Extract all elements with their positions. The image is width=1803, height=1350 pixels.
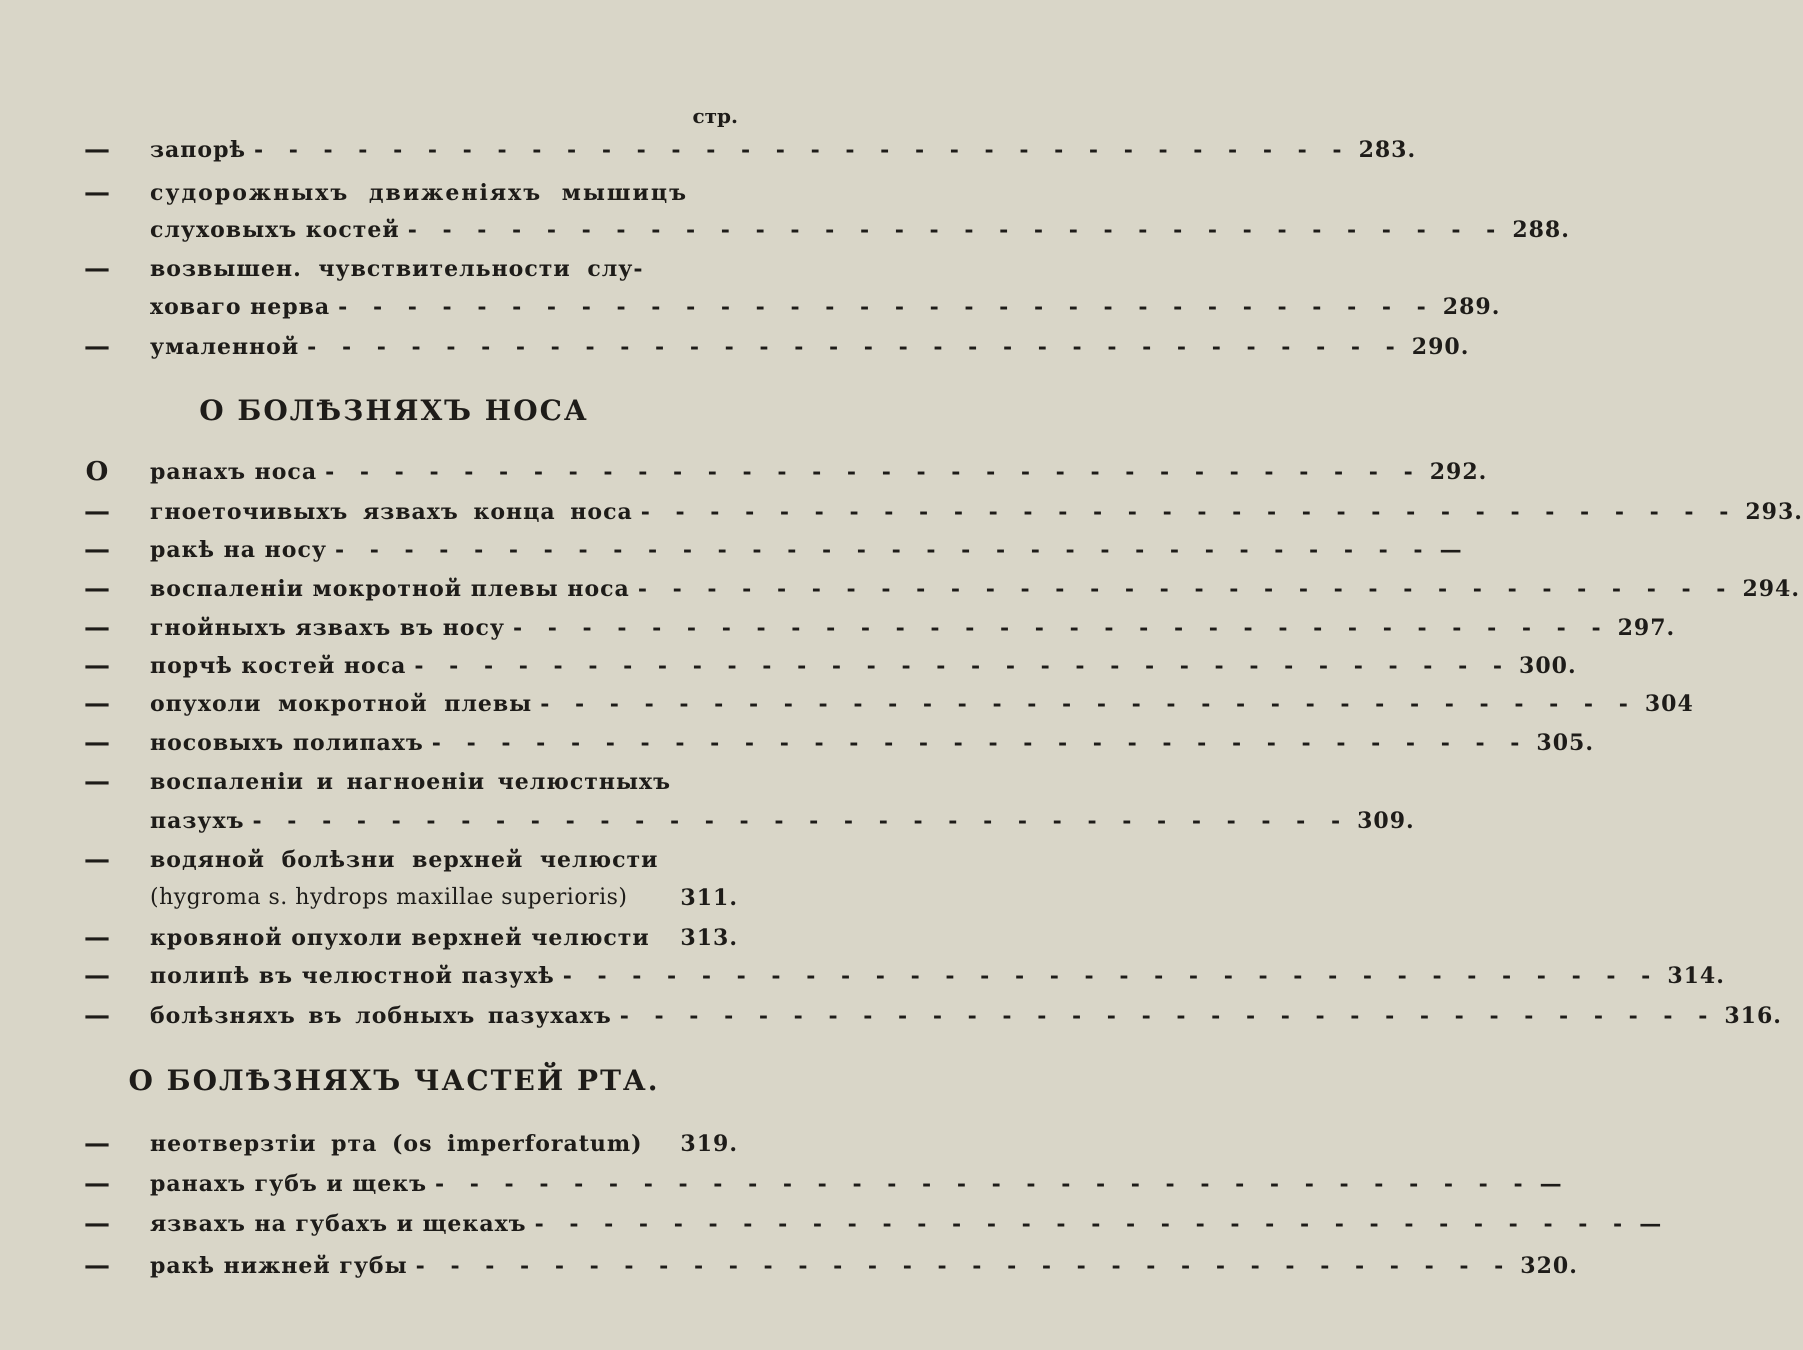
leader-dashes: - - - - - - - - - - - - - - - - - - - - - - - - - - - - - - - - — [512, 615, 1610, 641]
entry-dash: — — [84, 135, 110, 165]
entry-page: 316. — [1724, 1003, 1782, 1029]
entry-dash: — — [84, 254, 110, 284]
entry-page: 305. — [1536, 730, 1595, 756]
entry-dash — [80, 287, 114, 327]
entry-dash: — — [84, 961, 110, 991]
entry-dash: — — [84, 497, 110, 527]
entry-label: гнойныхъ язвахъ въ носу — [150, 615, 505, 641]
leader-dashes: - - - - - - - - - - - - - - - - - - - - - - - - - - - - - - - - — [252, 808, 1350, 834]
leader-dashes: - - - - - - - - - - - - - - - - - - - - - - - - - - - - - - - - — [338, 294, 1435, 320]
index-entry — [0, 723, 1595, 763]
leader-dashes: - - - - - - - - - - - - - - - - - - - - - - - - - - - - - - - - — [562, 963, 1660, 989]
entry-dash: — — [84, 332, 110, 362]
entry-page: 289. — [1442, 294, 1501, 320]
index-entry — [0, 327, 1470, 367]
entry-dash: — — [84, 767, 110, 797]
leader-dashes: - - - - - - - - - - - - - - - - - - - - - - - - - - - - - - - - — [414, 653, 1512, 679]
entry-dash — [80, 210, 114, 250]
entry-label: порчѣ костей носа — [150, 653, 407, 679]
entry-dash: — — [84, 728, 110, 758]
index-entry — [0, 684, 1694, 724]
entry-mark: О — [85, 457, 109, 487]
leader-dashes: - - - - - - - - - - - - - - - - - - - - - - - - - - - - - - - - — [640, 499, 1738, 525]
entry-label: гноеточивыхъ язвахъ конца носа — [150, 499, 633, 525]
entry-label: кровяной опухоли верхней челюсти — [150, 925, 650, 951]
leader-dashes: - - - - - - - - - - - - - - - - - - - - - - - - - - - - - - - - — [253, 137, 1351, 163]
index-entry — [0, 1164, 1563, 1204]
index-entry — [0, 956, 1725, 996]
leader-dashes: - - - - - - - - - - - - - - - - - - - - - - - - - - - - - - - - — [325, 459, 1422, 485]
entry-label: воспаленіи и нагноеніи челюстныхъ — [150, 769, 672, 795]
leader-dashes: - - - - - - - - - - - - - - - - - - - - - - - - - - - - - - - - — [619, 1003, 1717, 1029]
entry-page: 292. — [1429, 459, 1488, 485]
entry-label: неотверзтіи рта (os imperforatum) — [150, 1131, 643, 1157]
entry-label: умаленной — [150, 334, 300, 360]
entry-dash: — — [84, 1251, 110, 1281]
index-entry — [0, 249, 788, 289]
entry-page: 320. — [1520, 1253, 1578, 1279]
entry-dash: — — [84, 651, 110, 681]
entry-label: пазухъ — [150, 808, 245, 834]
leader-dashes: - - - - - - - - - - - - - - - - - - - - - - - - - - - - - - - - — [334, 537, 1432, 563]
index-entry — [0, 492, 1803, 532]
index-entry — [0, 646, 1577, 686]
entry-dash: — — [84, 535, 110, 565]
entry-label: водяной болѣзни верхней челюсти — [150, 847, 659, 873]
index-entry — [0, 1204, 1663, 1244]
entry-page: 311. — [680, 885, 738, 911]
entry-label: слуховыхъ костей — [150, 217, 400, 243]
entry-label: полипѣ въ челюстной пазухѣ — [150, 963, 555, 989]
entry-label: судорожныхъ движеніяхъ мышицъ — [150, 180, 688, 206]
entry-label: болѣзняхъ въ лобныхъ пазухахъ — [150, 1003, 612, 1029]
entry-label: возвышен. чувствительности слу- — [150, 256, 644, 282]
index-entry — [0, 996, 1782, 1036]
leader-dashes: - - - - - - - - - - - - - - - - - - - - - - - - - - - - - - - - — [540, 691, 1637, 717]
entry-page: 293. — [1745, 499, 1803, 525]
entry-label: язвахъ на губахъ и щекахъ — [150, 1211, 527, 1237]
entry-dash: — — [84, 1129, 110, 1159]
entry-label: ховаго нерва — [150, 294, 331, 320]
index-entry — [0, 569, 1801, 609]
entry-dash: — — [84, 923, 110, 953]
entry-dash — [80, 878, 114, 918]
entry-dash: — — [84, 689, 110, 719]
index-entry — [0, 210, 1570, 250]
index-entry — [0, 801, 1415, 841]
index-entry — [0, 452, 1488, 492]
entry-page: 290. — [1411, 334, 1470, 360]
entry-dash: — — [84, 1209, 110, 1239]
entry-page: 283. — [1358, 137, 1417, 163]
entry-dash: — — [84, 178, 110, 208]
index-entry — [0, 530, 1463, 570]
entry-page: — — [1639, 1211, 1663, 1237]
entry-dash: — — [84, 1169, 110, 1199]
section-heading: О БОЛѢЗНЯХЪ ЧАСТЕЙ РТА. — [128, 1064, 660, 1097]
entry-page: 313. — [680, 925, 738, 951]
entry-page: 300. — [1519, 653, 1577, 679]
index-entry — [0, 130, 1417, 170]
entry-page: 319. — [680, 1131, 738, 1157]
leader-dashes: - - - - - - - - - - - - - - - - - - - - - - - - - - - - - - - - — [415, 1253, 1513, 1279]
entry-page: — — [1539, 1171, 1563, 1197]
leader-dashes: - - - - - - - - - - - - - - - - - - - - - - - - - - - - - - - - — [637, 576, 1735, 602]
entry-label: запорѣ — [150, 137, 246, 163]
index-entry — [0, 918, 788, 958]
index-entry — [0, 1124, 788, 1164]
leader-dashes: - - - - - - - - - - - - - - - - - - - - - - - - - - - - - - - - — [431, 730, 1529, 756]
entry-label: ракѣ нижней губы — [150, 1253, 408, 1279]
index-entry — [0, 1246, 1578, 1286]
index-entry — [0, 878, 788, 918]
index-entry — [0, 840, 788, 880]
leader-space — [636, 878, 673, 918]
entry-label: ракѣ на носу — [150, 537, 327, 563]
leader-space — [658, 918, 673, 958]
entry-label: (hygroma s. hydrops maxillae superioris) — [150, 885, 628, 910]
entry-page: 288. — [1512, 217, 1570, 243]
index-entry — [0, 608, 1676, 648]
entry-dash: — — [84, 613, 110, 643]
entry-page: 297. — [1617, 615, 1676, 641]
index-entry — [0, 173, 788, 213]
entry-page: 309. — [1357, 808, 1415, 834]
entry-dash: — — [84, 574, 110, 604]
entry-label: воспаленіи мокротной плевы носа — [150, 576, 630, 602]
entry-page: 304 — [1644, 691, 1694, 717]
leader-dashes: - - - - - - - - - - - - - - - - - - - - - - - - - - - - - - - - — [534, 1211, 1632, 1237]
entry-page: 294. — [1742, 576, 1801, 602]
leader-dashes: - - - - - - - - - - - - - - - - - - - - - - - - - - - - - - - - — [407, 217, 1505, 243]
entry-label: носовыхъ полипахъ — [150, 730, 424, 756]
index-entry — [0, 762, 788, 802]
entry-page: — — [1439, 537, 1463, 563]
entry-dash: — — [84, 1001, 110, 1031]
entry-label: ранахъ губъ и щекъ — [150, 1171, 427, 1197]
entry-dash — [80, 801, 114, 841]
leader-dashes: - - - - - - - - - - - - - - - - - - - - - - - - - - - - - - - - — [434, 1171, 1532, 1197]
entry-page: 314. — [1667, 963, 1725, 989]
section-heading: О БОЛѢЗНЯХЪ НОСА — [199, 394, 589, 427]
page-column-label: стр. — [692, 104, 738, 128]
entry-label: ранахъ носа — [150, 459, 318, 485]
index-entry — [0, 287, 1501, 327]
entry-label: опухоли мокротной плевы — [150, 691, 533, 717]
entry-dash: — — [84, 845, 110, 875]
leader-dashes: - - - - - - - - - - - - - - - - - - - - - - - - - - - - - - - - — [307, 334, 1404, 360]
leader-space — [651, 1124, 673, 1164]
